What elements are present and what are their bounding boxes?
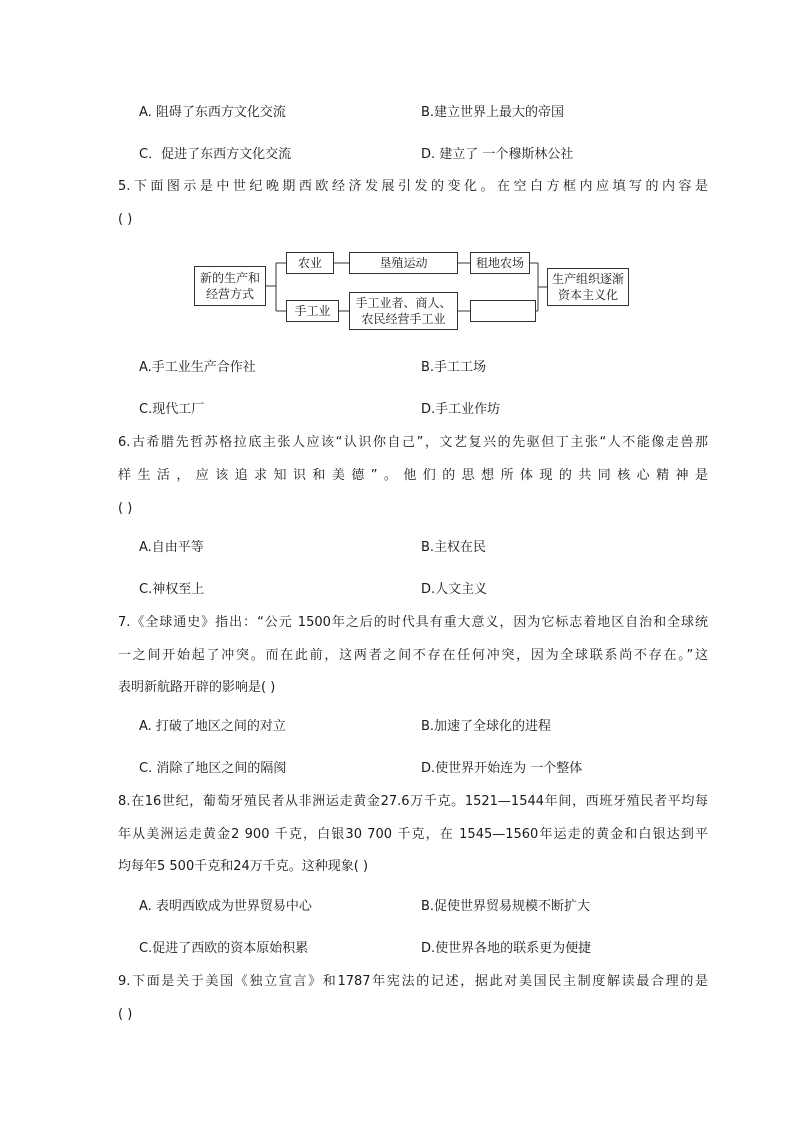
- q4-option-c: C．促进了东西方文化交流: [139, 147, 292, 162]
- q8-option-c: C.促进了西欧的资本原始积累: [139, 941, 309, 956]
- q6-option-c: C.神权至上: [139, 582, 205, 597]
- q7-option-c: C. 消除了地区之间的隔阂: [139, 761, 287, 776]
- q6-option-d: D.人文主义: [421, 582, 488, 597]
- node-new-production-mode: 新的生产和 经营方式: [194, 266, 266, 306]
- q6-option-b: B.主权在民: [421, 540, 487, 555]
- q7-stem-line1: 7.《全球通史》指出：“公元 1500年之后的时代具有重大意义，因为它标志着地区自治和全球统: [118, 615, 708, 630]
- node-handicraft: 手工业: [286, 300, 339, 322]
- q8-stem-line1: 8.在16世纪，葡萄牙殖民者从非洲运走黄金27.6万千克。1521—1544年间，西班牙殖民者平均每: [118, 794, 708, 809]
- q5-option-b: B.手工工场: [421, 360, 487, 375]
- q7-option-a: A. 打破了地区之间的对立: [139, 719, 286, 734]
- q7-stem-line3: 表明新航路开辟的影响是( ): [118, 680, 276, 695]
- q4-option-d: D. 建立了 一个穆斯林公社: [421, 147, 574, 162]
- q6-stem-line1: 6.古希腊先哲苏格拉底主张人应该“认识你自己”，文艺复兴的先驱但丁主张“人不能像走兽那: [118, 435, 708, 450]
- q9-stem-line1: 9.下面是关于美国《独立宣言》和1787年宪法的记述，据此对美国民主制度解读最合理的是: [118, 974, 708, 989]
- q6-answer-blank: ( ): [118, 501, 133, 516]
- node-reclamation-movement: 垦殖运动: [349, 252, 458, 274]
- q8-option-a: A. 表明西欧成为世界贸易中心: [139, 899, 312, 914]
- q9-answer-blank: ( ): [118, 1007, 133, 1022]
- q5-stem-line1: 5.下面图示是中世纪晚期西欧经济发展引发的变化。在空白方框内应填写的内容是: [118, 179, 708, 194]
- q8-stem-line2: 年从美洲运走黄金2 900 千克，白银30 700 千克，在 1545—1560年运走的黄金和白银达到平: [118, 827, 708, 842]
- q6-stem-line2: 样生活，应该追求知识和美德”。他们的思想所体现的共同核心精神是: [118, 468, 708, 483]
- q5-answer-blank: ( ): [118, 212, 133, 227]
- q4-option-b: B.建立世界上最大的帝国: [421, 105, 565, 120]
- node-capitalist-organization: 生产组织逐渐 资本主义化: [547, 268, 629, 306]
- node-craftsmen-merchants-farmers: 手工业者、商人、 农民经营手工业: [349, 292, 458, 330]
- node-blank-box: [470, 300, 536, 322]
- node-tenant-farm: 租地农场: [470, 252, 530, 274]
- q7-option-d: D.使世界开始连为 一个整体: [421, 761, 583, 776]
- q7-option-b: B.加速了全球化的进程: [421, 719, 552, 734]
- q8-stem-line3: 均每年5 500千克和24万千克。这种现象( ): [118, 859, 369, 874]
- q4-option-a: A. 阻碍了东西方文化交流: [139, 105, 286, 120]
- q8-option-b: B.促使世界贸易规模不断扩大: [421, 899, 591, 914]
- q5-option-c: C.现代工厂: [139, 402, 205, 417]
- q7-stem-line2: 一之间开始起了冲突。而在此前，这两者之间不存在任何冲突，因为全球联系尚不存在。”这: [118, 648, 708, 663]
- q5-option-a: A.手工业生产合作社: [139, 360, 256, 375]
- q5-option-d: D.手工业作坊: [421, 402, 501, 417]
- q6-option-a: A.自由平等: [139, 540, 204, 555]
- node-agriculture: 农业: [286, 252, 334, 274]
- q8-option-d: D.使世界各地的联系更为便捷: [421, 941, 592, 956]
